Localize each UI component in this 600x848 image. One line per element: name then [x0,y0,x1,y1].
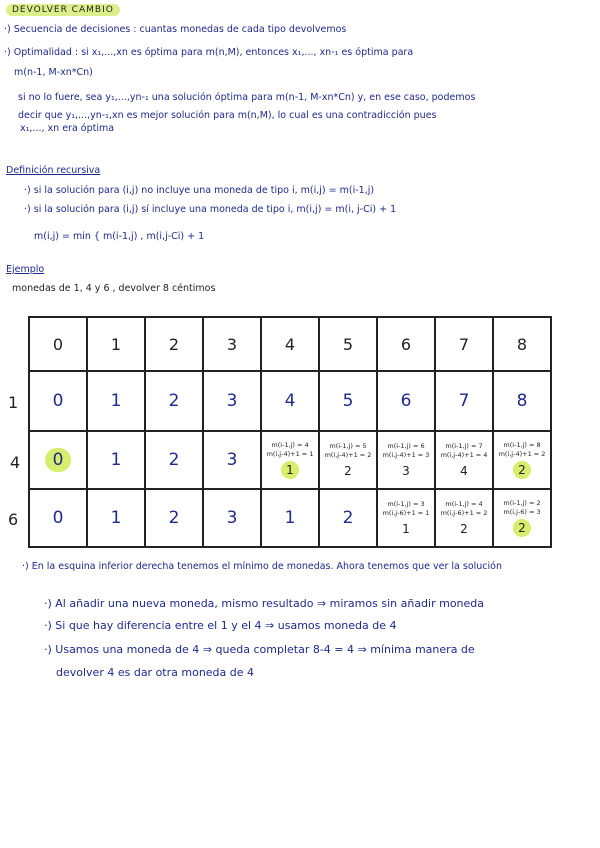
header-cell [29,317,87,371]
header-value: 6 [400,334,412,354]
table-cell [319,431,377,489]
intro-line-4: si no lo fuere, sea y₁,...,yn-₁ una solución óptima para m(n-1, M-xn*Cn) y, en ese caso, podemos [18,92,476,103]
cell-value-highlighted: 0 [45,448,71,472]
definition-case-2: ·) si la solución para (i,j) sí incluye una moneda de tipo i, m(i,j) = m(i, j-Ci) + 1 [24,204,397,215]
row-label-coin-1: 1 [8,393,19,412]
cell-value: 0 [52,508,64,528]
table-cell [261,489,319,547]
table-cell [145,431,203,489]
cell-result-highlighted: 1 [281,461,299,479]
header-value: 7 [458,334,470,354]
page-title: DEVOLVER CAMBIO [6,4,120,16]
table-cell [377,371,435,431]
cell-value: 2 [168,391,180,411]
table-cell [377,431,435,489]
cell-note: m(i,j-4)+1 = 1 [266,450,314,458]
intro-line-1: ·) Secuencia de decisiones : cuantas monedas de cada tipo devolvemos [4,24,347,35]
table-cell [145,371,203,431]
table-cell [29,431,87,489]
table-cell [319,489,377,547]
cell-value: 1 [110,508,122,528]
cell-value: 2 [168,450,180,470]
cell-value: 0 [52,391,64,411]
cell-value: 3 [226,508,238,528]
cell-result: 2 [344,463,352,478]
header-value: 4 [284,334,296,354]
cell-value: 7 [458,391,470,411]
cell-value: 3 [226,391,238,411]
header-value: 0 [52,334,64,354]
table-cell [87,371,145,431]
header-cell [261,317,319,371]
table-cell [87,489,145,547]
table-cell [203,489,261,547]
header-cell [319,317,377,371]
definition-heading: Definición recursiva [6,165,101,176]
cell-note: m(i-1,j) = 4 [445,499,483,508]
cell-result: 1 [402,521,410,536]
table-cell [377,489,435,547]
cell-result: 4 [460,463,468,478]
example-heading: Ejemplo [6,264,45,275]
cell-note: m(i-1,j) = 6 [387,441,425,450]
table-cell [319,371,377,431]
table-cell [435,489,493,547]
header-cell [87,317,145,371]
cell-value: 3 [226,450,238,470]
cell-note: m(i-1,j) = 8 [503,441,541,449]
conclusion-bullet-3: ·) Usamos una moneda de 4 ⇒ queda completar 8-4 = 4 ⇒ mínima manera de [44,643,475,656]
table-cell [493,431,551,489]
header-cell [435,317,493,371]
row-label-coin-6: 6 [8,510,19,529]
header-cell [493,317,551,371]
cell-note: m(i-1,j) = 3 [387,499,425,508]
intro-line-3: m(n-1, M-xn*Cn) [14,67,93,78]
cell-note: m(i,j-6)+1 = 2 [440,508,488,517]
table-cell [493,489,551,547]
cell-value: 2 [342,508,354,528]
header-value: 2 [168,334,180,354]
header-value: 3 [226,334,238,354]
header-value: 1 [110,334,122,354]
conclusion-bullet-1: ·) Al añadir una nueva moneda, mismo resultado ⇒ miramos sin añadir moneda [44,597,485,610]
table-cell [87,431,145,489]
cell-note: m(i-1,j) = 2 [503,499,541,507]
cell-note: m(i,j-4)+1 = 4 [440,450,488,459]
conclusion-bullet-3-cont: devolver 4 es dar otra moneda de 4 [56,666,255,679]
cell-value: 1 [284,508,296,528]
table-row-coin-1 [29,371,551,431]
table-row-coin-4 [29,431,551,489]
table-cell [493,371,551,431]
cell-note: m(i,j-4)+1 = 3 [382,450,430,459]
table-cell [261,371,319,431]
cell-result-highlighted: 2 [513,461,531,479]
dp-table [28,316,552,548]
row-label-coin-4: 4 [10,453,21,472]
table-cell [203,431,261,489]
conclusion-line: ·) En la esquina inferior derecha tenemos el mínimo de monedas. Ahora tenemos que ver la solución [22,561,502,572]
example-text: monedas de 1, 4 y 6 , devolver 8 céntimos [12,283,216,294]
cell-value: 5 [342,391,354,411]
cell-note: m(i,j-6) = 3 [503,508,541,516]
table-cell [29,371,87,431]
cell-note: m(i-1,j) = 4 [271,441,309,449]
intro-line-5: decir que y₁,...,yn-₁,xn es mejor solución para m(n,M), lo cual es una contradicción pues [18,110,437,121]
cell-value: 2 [168,508,180,528]
intro-line-6: x₁,..., xn era óptima [20,123,115,134]
table-cell [261,431,319,489]
definition-formula: m(i,j) = min { m(i-1,j) , m(i,j-Ci) + 1 [34,231,205,242]
header-cell [145,317,203,371]
cell-value: 4 [284,391,296,411]
cell-note: m(i-1,j) = 5 [329,441,367,450]
cell-value: 6 [400,391,412,411]
definition-case-1: ·) si la solución para (i,j) no incluye una moneda de tipo i, m(i,j) = m(i-1,j) [24,185,375,196]
header-value: 8 [516,334,528,354]
cell-result: 3 [402,463,410,478]
cell-note: m(i-1,j) = 7 [445,441,483,450]
header-value: 5 [342,334,354,354]
table-cell [145,489,203,547]
cell-result: 2 [460,521,468,536]
cell-value: 1 [110,450,122,470]
header-cell [203,317,261,371]
table-cell [203,371,261,431]
table-cell [435,371,493,431]
cell-value: 8 [516,391,528,411]
cell-value: 1 [110,391,122,411]
header-cell [377,317,435,371]
table-row-coin-6 [29,489,551,547]
cell-result-highlighted: 2 [513,519,531,537]
cell-note: m(i,j-4)+1 = 2 [498,450,546,458]
intro-line-2: ·) Optimalidad : si x₁,...,xn es óptima para m(n,M), entonces x₁,..., xn-₁ es óptima para [4,47,414,58]
table-header-row [29,317,551,371]
conclusion-bullet-2: ·) Si que hay diferencia entre el 1 y el 4 ⇒ usamos moneda de 4 [44,619,397,632]
cell-note: m(i,j-4)+1 = 2 [324,450,372,459]
table-cell [29,489,87,547]
table-cell [435,431,493,489]
cell-note: m(i,j-6)+1 = 1 [382,508,430,517]
